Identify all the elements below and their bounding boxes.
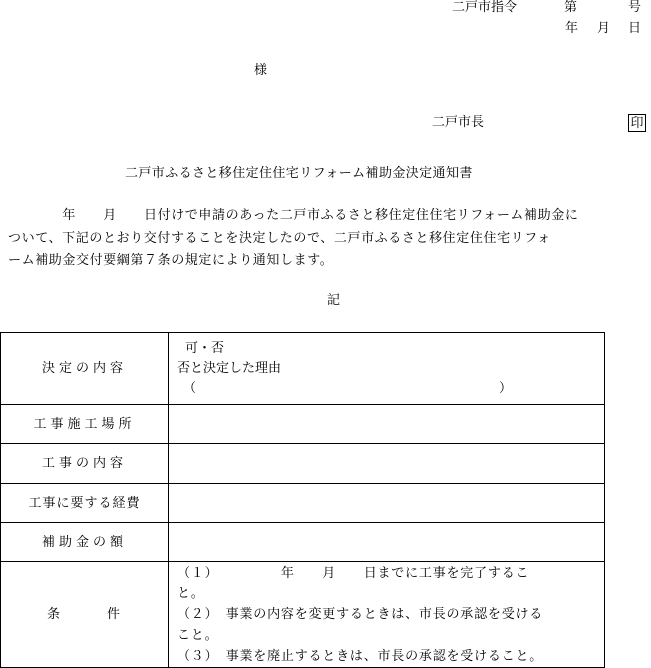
decision-reason-label: 否と決定した理由 (177, 361, 282, 376)
table-row (1, 562, 605, 668)
date-month: 月 (597, 21, 611, 36)
condition-line-4: こと。 (177, 628, 219, 643)
body-line-3: ーム補助金交付要綱第７条の規定により通知します。 (8, 253, 334, 268)
reference-dai: 第 (564, 0, 578, 15)
decision-table (0, 332, 605, 668)
date-day: 日 (628, 21, 642, 36)
value-cell (169, 523, 605, 562)
seal-mark (628, 114, 646, 132)
reference-label: 二戸市指令 (452, 0, 518, 15)
date-year: 年 (565, 21, 579, 36)
ki-heading: 記 (327, 293, 341, 308)
reason-paren-open: （ (183, 381, 197, 396)
conditions-cell (169, 562, 605, 668)
row-label: 工事の内容 (1, 444, 169, 484)
recipient-honorific: 様 (254, 63, 268, 78)
value-cell (169, 444, 605, 484)
value-cell (169, 484, 605, 523)
table-row (1, 523, 605, 562)
table-row (1, 484, 605, 523)
reason-paren-close: ） (499, 381, 513, 396)
condition-line-1: （１） 年 月 日までに工事を完了するこ (177, 566, 530, 581)
document-title: 二戸市ふるさと移住定住住宅リフォーム補助金決定通知書 (125, 166, 473, 181)
table-row (1, 333, 605, 405)
row-label: 決定の内容 (1, 333, 169, 405)
seal-text: 印 (630, 115, 644, 131)
condition-line-2: と。 (177, 586, 205, 601)
value-cell (169, 405, 605, 444)
reference-go: 号 (628, 0, 642, 15)
row-label: 補助金の額 (1, 523, 169, 562)
sender-name: 二戸市長 (432, 115, 485, 130)
condition-line-5: （３） 事業を廃止するときは、市長の承認を受けること。 (177, 649, 544, 664)
row-label: 工事に要する経費 (1, 484, 169, 523)
body-line-2: ついて、下記のとおり交付することを決定したので、二戸市ふるさと移住定住住宅リフォ (8, 231, 551, 246)
decision-option: 可・否 (185, 341, 225, 356)
row-label: 条 件 (1, 562, 169, 668)
row-label: 工事施工場所 (1, 405, 169, 444)
body-line-1: 年 月 日付けで申請のあった二戸市ふるさと移住定住住宅リフォーム補助金に (8, 208, 579, 223)
decision-cell (169, 333, 605, 405)
table-row (1, 405, 605, 444)
table-row (1, 444, 605, 484)
condition-line-3: （２） 事業の内容を変更するときは、市長の承認を受ける (177, 607, 544, 622)
